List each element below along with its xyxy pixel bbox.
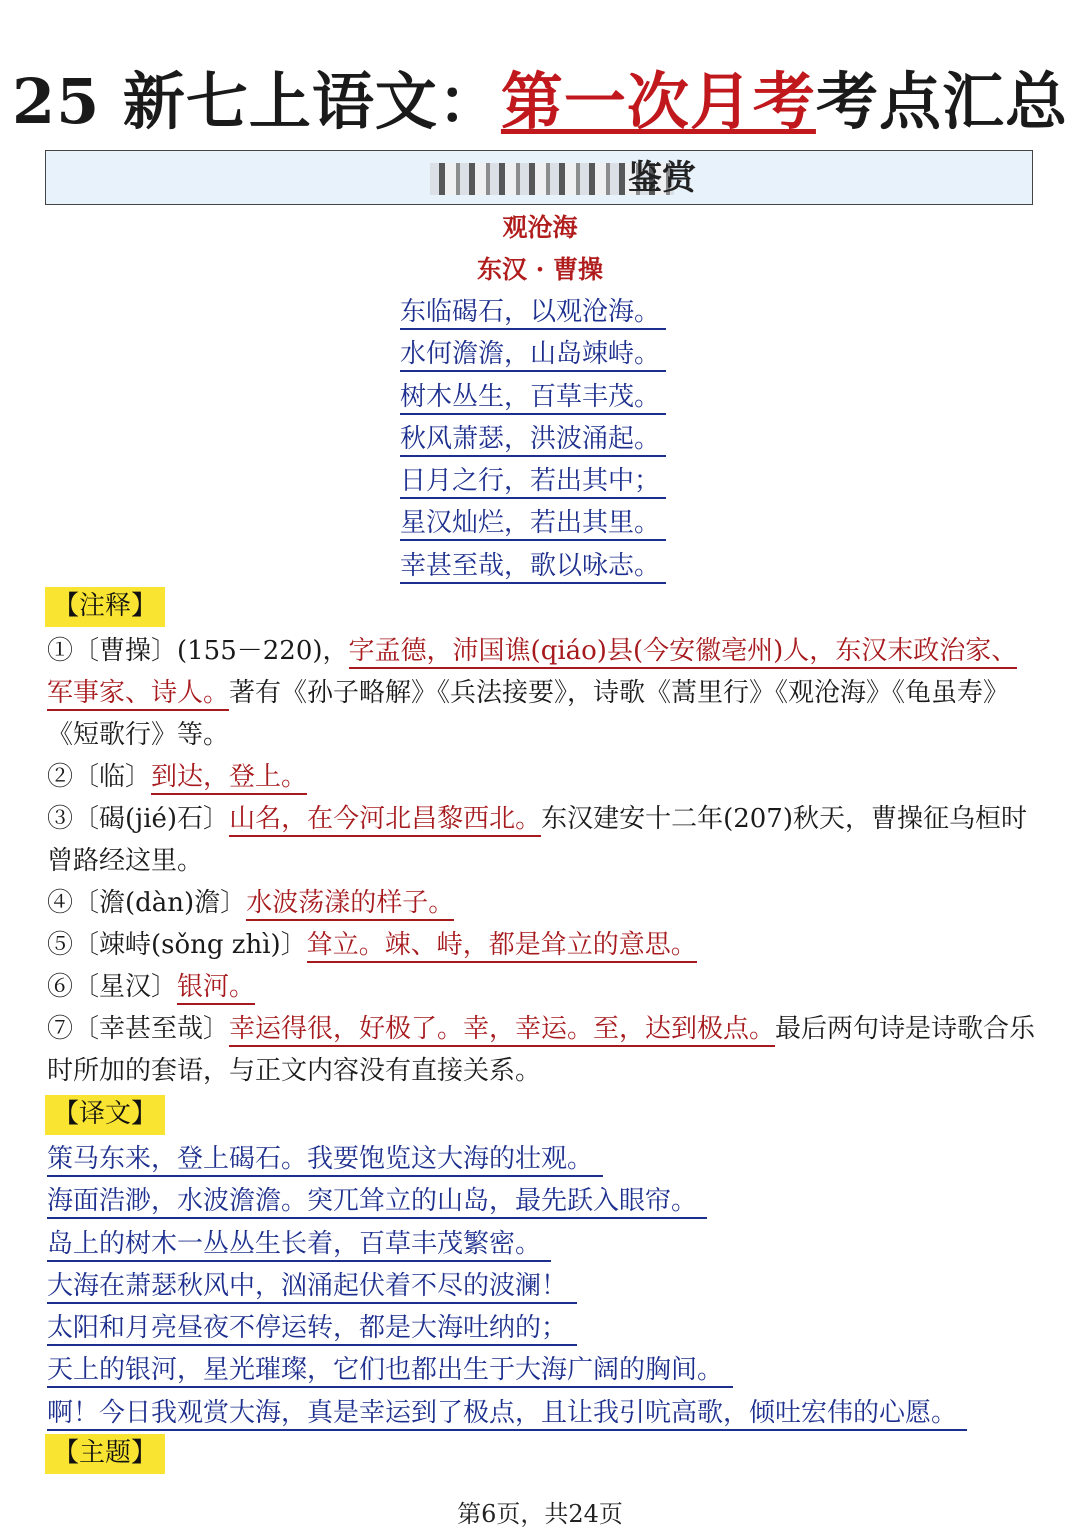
- section-banner: [45, 150, 1033, 205]
- document-title: [0, 62, 1080, 142]
- translation-line: 啊！今日我观赏大海，真是幸运到了极点，且让我引吭高歌，倾吐宏伟的心愿。: [47, 1392, 1037, 1434]
- note-item: ⑥〔星汉〕银河。: [47, 966, 1037, 1008]
- translation-body: [47, 1138, 1037, 1434]
- title-suffix: 考点汇总: [815, 65, 1068, 138]
- title-highlight: 第一次月考: [500, 65, 816, 138]
- poem-line: 星汉灿烂，若出其里。: [400, 502, 700, 544]
- poem-line: 水何澹澹，山岛竦峙。: [400, 333, 700, 375]
- poem-line: 幸甚至哉，歌以咏志。: [400, 545, 700, 587]
- note-item: ①〔曹操〕(155－220)，字孟德，沛国谯(qiáo)县(今安徽亳州)人，东汉末政治家、军事家、诗人。著有《孙子略解》《兵法接要》，诗歌《蒿里行》《观沧海》《龟虽寿》《短歌行》等。: [47, 636, 1018, 750]
- notes-label: 【注释】: [45, 587, 165, 627]
- banner-text: 鉴赏: [628, 158, 696, 198]
- notes-list: [47, 630, 1037, 1092]
- translation-line: 天上的银河，星光璀璨，它们也都出生于大海广阔的胸间。: [47, 1349, 1037, 1391]
- poem-title: 观沧海: [502, 213, 578, 242]
- note-item: ④〔澹(dàn)澹〕水波荡漾的样子。: [47, 882, 1037, 924]
- translation-line: 策马东来，登上碣石。我要饱览这大海的壮观。: [47, 1138, 1037, 1180]
- poem-author: 东汉 · 曹操: [476, 255, 604, 284]
- translation-line: 海面浩渺，水波澹澹。突兀耸立的山岛，最先跃入眼帘。: [47, 1180, 1037, 1222]
- note-item: ③〔碣(jié)石〕山名，在今河北昌黎西北。东汉建安十二年(207)秋天，曹操征乌桓时曾路经这里。: [47, 804, 1027, 876]
- poem-line: 树木丛生，百草丰茂。: [400, 376, 700, 418]
- poem-body: [400, 291, 700, 587]
- poem-line: 秋风萧瑟，洪波涌起。: [400, 418, 700, 460]
- poem-line: 日月之行，若出其中；: [400, 460, 700, 502]
- poem-line: 东临碣石，以观沧海。: [400, 291, 700, 333]
- note-item: ⑦〔幸甚至哉〕幸运得很，好极了。幸，幸运。至，达到极点。最后两句诗是诗歌合乐时所加的套语，与正文内容没有直接关系。: [47, 1014, 1036, 1086]
- page-number: 第6页，共24页: [457, 1500, 623, 1528]
- title-prefix: 25 新七上语文：: [12, 65, 501, 138]
- note-item: ②〔临〕到达，登上。: [47, 756, 1037, 798]
- note-item: ⑤〔竦峙(sǒng zhì)〕耸立。竦、峙，都是耸立的意思。: [47, 924, 1037, 966]
- translation-line: 大海在萧瑟秋风中，汹涌起伏着不尽的波澜！: [47, 1265, 1037, 1307]
- translation-line: 太阳和月亮昼夜不停运转，都是大海吐纳的；: [47, 1307, 1037, 1349]
- theme-label: 【主题】: [45, 1434, 165, 1474]
- translation-line: 岛上的树木一丛丛生长着，百草丰茂繁密。: [47, 1223, 1037, 1265]
- translation-label: 【译文】: [45, 1095, 165, 1135]
